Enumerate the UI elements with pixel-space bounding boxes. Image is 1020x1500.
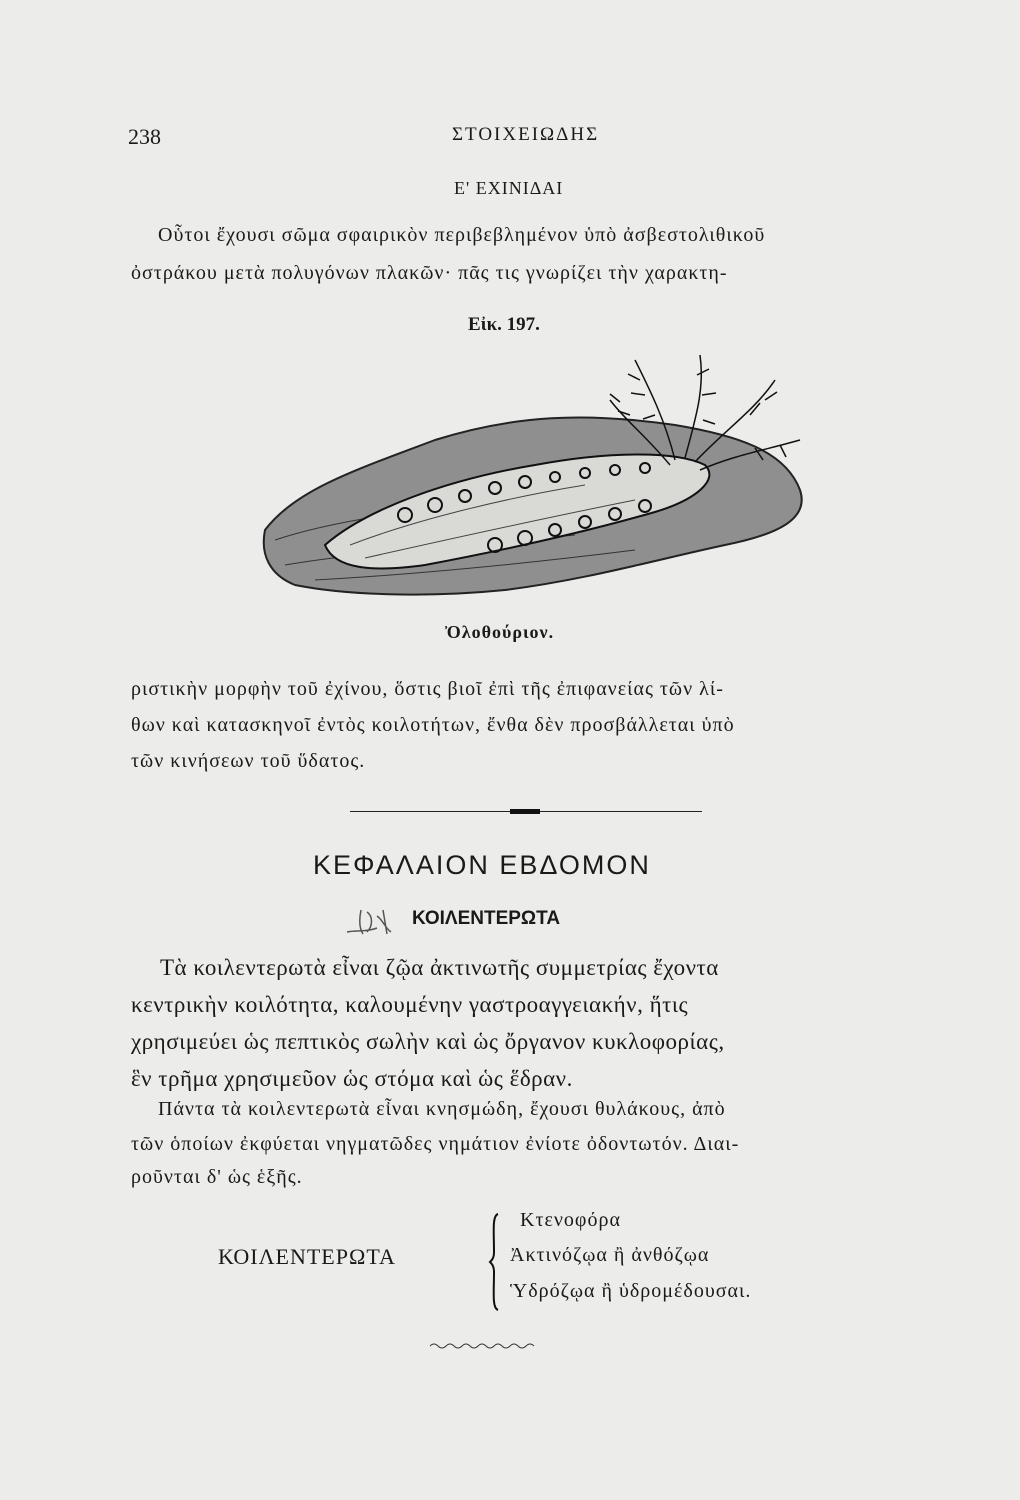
divider-left [350, 811, 510, 812]
chapter-text-line: κεντρικὴν κοιλότητα, καλουμένην γαστροαγγειακήν, ἥτις [131, 992, 689, 1017]
section-title: Ε' ΕΧΙΝΙΔΑΙ [454, 178, 564, 198]
divider-center [510, 809, 540, 814]
classification-item: Κτενοφόρα [520, 1209, 621, 1231]
continuation-line: τῶν κινήσεων τοῦ ὕδατος. [131, 750, 366, 772]
classification-head: ΚΟΙΛΕΝΤΕΡΩΤΑ [218, 1244, 396, 1269]
section-text-line: Οὗτοι ἔχουσι σῶμα σφαιρικὸν περιβεβλημένον ὑπὸ ἀσβεστολιθικοῦ [158, 224, 766, 246]
chapter-text-line: ἓν τρῆμα χρησιμεῦον ὡς στόμα καὶ ὡς ἕδραν. [131, 1066, 573, 1091]
chapter-text-line: Πάντα τὰ κοιλεντερωτὰ εἶναι κνησμώδη, ἔχουσι θυλάκους, ἀπὸ [158, 1098, 726, 1120]
chapter-text-line: ροῦνται δ' ὡς ἑξῆς. [131, 1166, 303, 1188]
handwritten-mark-icon [343, 902, 401, 942]
classification-item: Ἀκτινόζῳα ἢ ἀνθόζῳα [510, 1244, 710, 1266]
figure-label: Εἰκ. 197. [468, 314, 540, 335]
continuation-line: ριστικὴν μορφὴν τοῦ ἐχίνου, ὅστις βιοῖ ἐπὶ τῆς ἐπιφανείας τῶν λί- [131, 678, 724, 700]
chapter-text-line: τῶν ὁποίων ἐκφύεται νηγματῶδες νημάτιον ἐνίοτε ὀδοντωτόν. Διαι- [131, 1133, 740, 1155]
chapter-text-line: Τὰ κοιλεντερωτὰ εἶναι ζῷα ἀκτινωτῆς συμμετρίας ἔχοντα [160, 955, 719, 980]
classification-item: Ὑδρόζῳα ἢ ὑδρομέδουσαι. [510, 1280, 752, 1302]
page-number: 238 [128, 124, 161, 149]
continuation-line: θων καὶ κατασκηνοῖ ἐντὸς κοιλοτήτων, ἔνθα δὲν προσβάλλεται ὑπὸ [131, 714, 735, 736]
brace-icon [488, 1212, 502, 1312]
section-text-line: ὀστράκου μετὰ πολυγόνων πλακῶν· πᾶς τις γνωρίζει τὴν χαρακτη- [131, 262, 728, 284]
end-flourish-icon [428, 1342, 538, 1350]
sea-cucumber-engraving-icon [255, 340, 815, 610]
chapter-title: ΚΕΦΑΛΑΙΟΝ ΕΒΔΟΜΟΝ [313, 850, 651, 880]
divider-right [540, 811, 702, 812]
running-title: ΣΤΟΙΧΕΙΩΔΗΣ [452, 124, 600, 145]
chapter-subtitle: ΚΟΙΛΕΝΤΕΡΩΤΑ [412, 908, 561, 929]
chapter-text-line: χρησιμεύει ὡς πεπτικὸς σωλὴν καὶ ὡς ὄργανον κυκλοφορίας, [131, 1029, 725, 1054]
figure-caption: Ὀλοθούριον. [445, 622, 555, 642]
